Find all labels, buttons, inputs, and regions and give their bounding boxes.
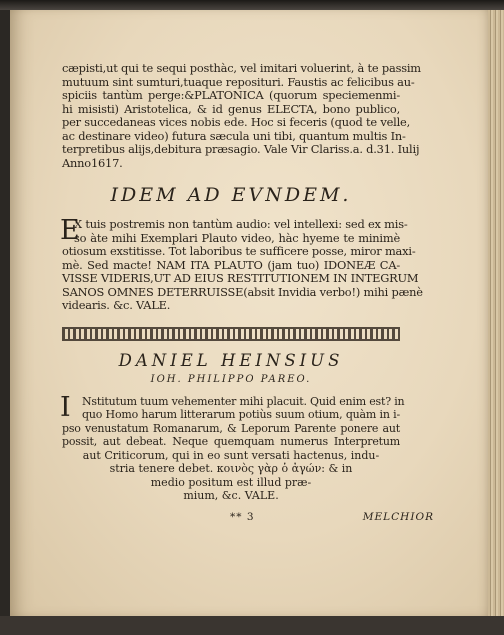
text-line: spiciis tantùm perge:&PLATONICA (quorum speciemenmi- <box>62 88 400 102</box>
text-line: terpretibus alijs,debitura præsagio. Vale Vir Clariss.a. d.31. Iulij <box>62 142 420 156</box>
page-footer <box>62 510 434 527</box>
page-content <box>60 61 434 527</box>
paragraph-1 <box>62 61 421 170</box>
text-line: medio positum est illud præ- <box>150 475 312 489</box>
top-edge <box>0 0 504 10</box>
text-line: ac destinare video) futura sæcula uni tibi, quantum multis In- <box>62 128 406 143</box>
text-line: stria tenere debet. κοινὸς γὰρ ὁ ἀγών: & in <box>109 462 353 475</box>
text-line: so àte mihi Exemplari Plauto video, hàc hyeme te minimè <box>74 230 400 245</box>
paragraph-2 <box>60 215 423 313</box>
text-line: possit, aut debeat. Neque quemquam numerus Interpretum <box>62 435 400 448</box>
text-line: SANOS OMNES DETERRUISSE(absit Invidia verbo!) mihi pænè <box>62 284 423 299</box>
text-line: Nstitutum tuum vehementer mihi placuit. Quid enim est? in <box>82 394 405 408</box>
text-line: quo Homo harum litterarum potiùs suum otium, quàm in i- <box>82 408 400 421</box>
tapered-text <box>62 449 400 503</box>
drop-cap: I <box>60 391 71 423</box>
text-line: Anno1617. <box>62 155 123 170</box>
section-title: IDEM AD EVNDEM. <box>110 184 352 206</box>
catchword: MELCHIOR <box>362 510 434 523</box>
ornamental-border <box>62 327 400 341</box>
text-line: aut Criticorum, qui in eo sunt versati hactenus, indu- <box>82 448 380 462</box>
book-page <box>10 10 488 616</box>
drop-cap: E <box>60 215 80 246</box>
signature-mark: ** 3 <box>230 510 255 523</box>
text-line: VISSE VIDERIS,UT AD EIUS RESTITUTIONEM IN INTEGRUM <box>62 271 419 285</box>
text-line: pso venustatum Romanarum, & Leporum Parente ponere aut <box>62 421 400 435</box>
text-line: per succedaneas vices nobis ede. Hoc si feceris (quod te velle, <box>62 115 411 129</box>
paragraph-3 <box>60 391 405 503</box>
text-line: videaris. &c. VALE. <box>62 298 171 312</box>
text-line: mè. Sed macte! NAM ITA PLAUTO (jam tuo) IDONEÆ CA- <box>62 257 400 272</box>
page-edges <box>488 10 504 616</box>
text-line: mium, &c. VALE. <box>183 489 279 502</box>
text-line: otiosum exstitisse. Tot laboribus te sufficere posse, miror maxi- <box>62 244 416 258</box>
bottom-edge <box>0 616 504 635</box>
letter-addressee: IOH. PHILIPPO PAREO. <box>150 373 312 385</box>
text-line: hi misisti) Aristotelica, & id genus ELECTA, bono publico, <box>62 101 400 116</box>
text-line: cæpisti,ut qui te sequi posthàc, vel imitari voluerint, à te passim <box>62 61 421 75</box>
text-line: X tuis postremis non tantùm audio: vel intellexi: sed ex mis- <box>74 217 408 231</box>
text-line: mutuum sint sumturi,tuaque reposituri. Faustis ac felicibus au- <box>62 74 415 89</box>
letter-heading: DANIEL HEINSIUS <box>118 350 344 370</box>
